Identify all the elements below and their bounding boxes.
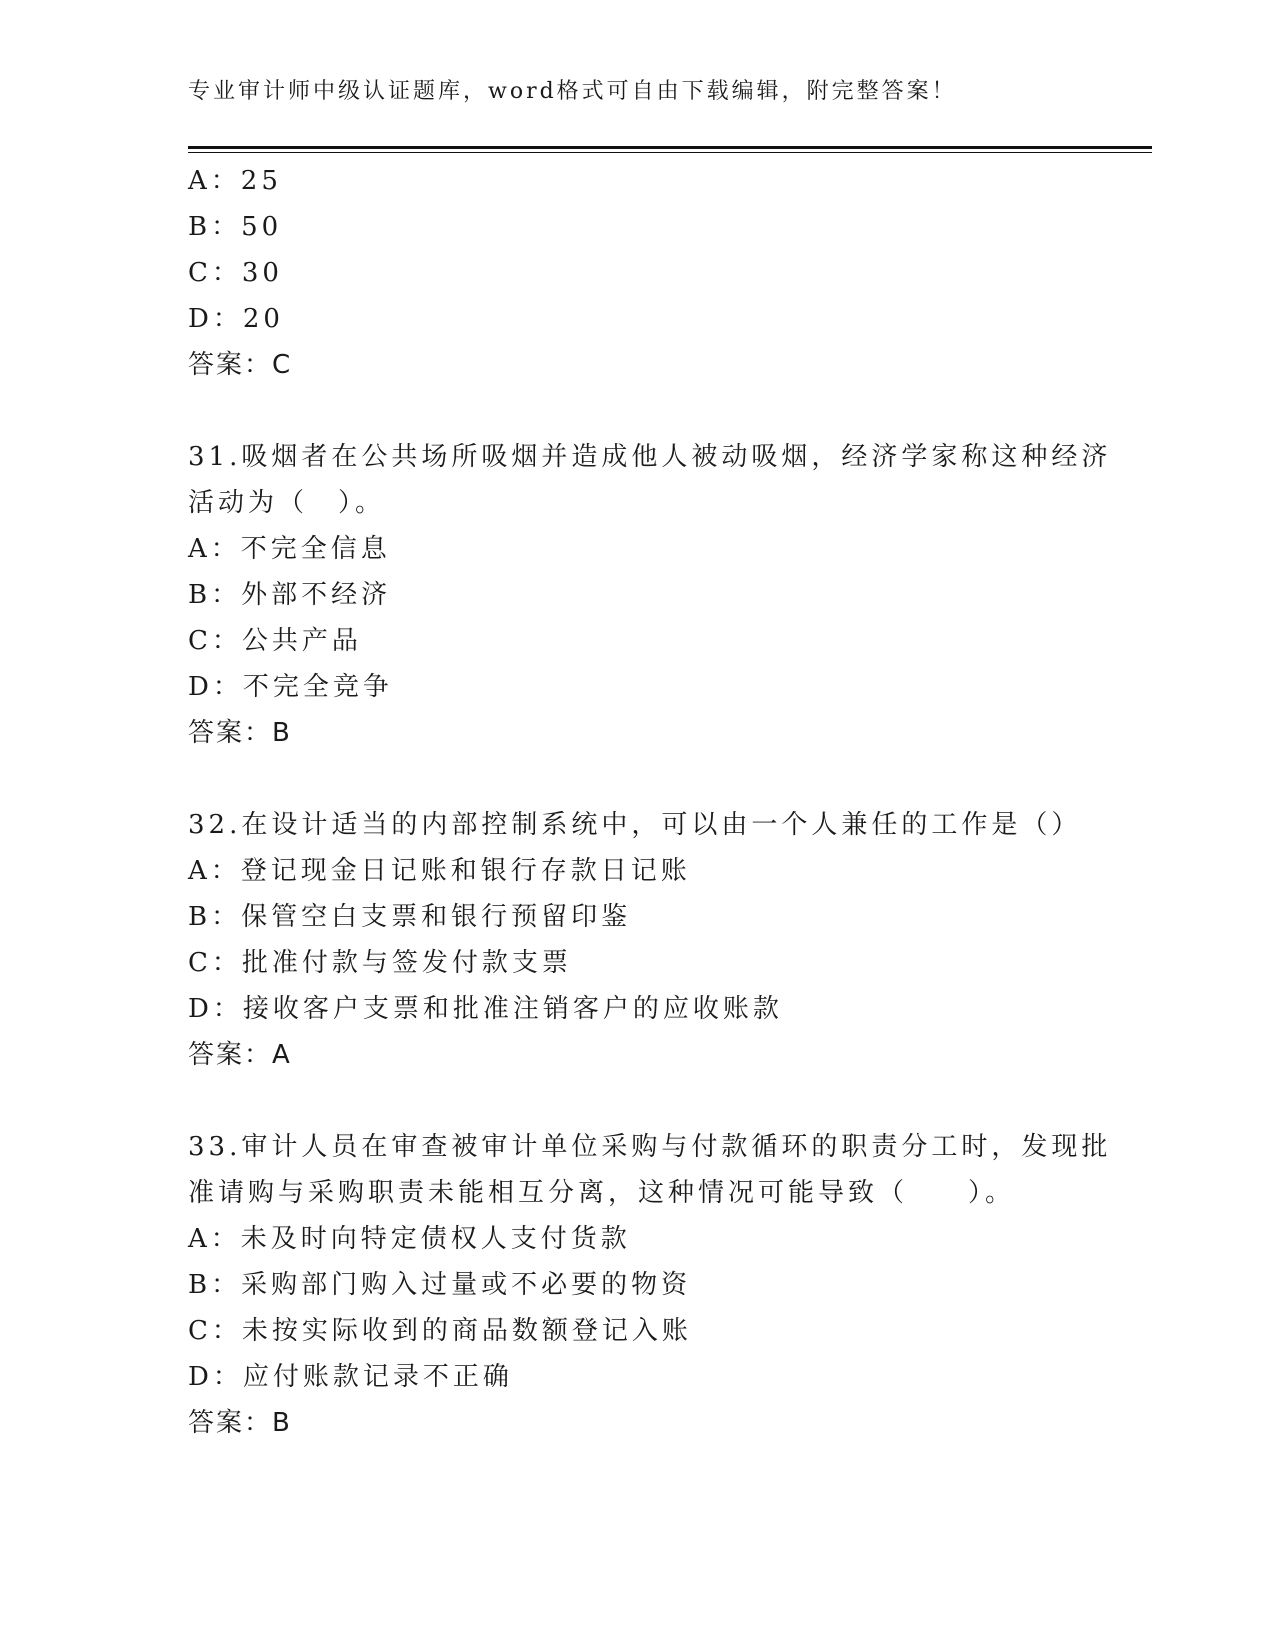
question-text: 31.吸烟者在公共场所吸烟并造成他人被动吸烟，经济学家称这种经济: [188, 442, 1112, 472]
question-30-tail: [188, 158, 1088, 388]
answer: 答案：C: [188, 350, 293, 380]
option-c: C：未按实际收到的商品数额登记入账: [188, 1316, 692, 1346]
question-31: [188, 434, 1112, 756]
option-d: D：20: [188, 304, 284, 334]
question-33: [188, 1124, 1112, 1446]
option-a: A：不完全信息: [188, 534, 391, 564]
answer: 答案：B: [188, 1408, 292, 1438]
option-d: D：应付账款记录不正确: [188, 1362, 513, 1392]
content: [188, 158, 1112, 1446]
option-a: A：未及时向特定债权人支付货款: [188, 1224, 631, 1254]
answer: 答案：A: [188, 1040, 292, 1070]
page-header: 专业审计师中级认证题库，word格式可自由下载编辑，附完整答案！: [188, 79, 957, 104]
option-b: B：外部不经济: [188, 580, 392, 610]
question-32: [188, 802, 1088, 1078]
option-a: A：25: [188, 166, 282, 196]
option-a: A：登记现金日记账和银行存款日记账: [188, 856, 691, 886]
header-rule-thin: [188, 152, 1152, 153]
option-d: D：接收客户支票和批准注销客户的应收账款: [188, 994, 783, 1024]
question-text: 活动为（ ）。: [188, 488, 386, 518]
question-text: 32.在设计适当的内部控制系统中，可以由一个人兼任的工作是（）: [188, 810, 1082, 840]
option-b: B：50: [188, 212, 283, 242]
option-c: C：公共产品: [188, 626, 362, 656]
option-c: C：批准付款与签发付款支票: [188, 948, 572, 978]
option-d: D：不完全竞争: [188, 672, 393, 702]
option-c: C：30: [188, 258, 283, 288]
question-text: 准请购与采购职责未能相互分离，这种情况可能导致（ ）。: [188, 1178, 1016, 1208]
answer: 答案：B: [188, 718, 292, 748]
option-b: B：保管空白支票和银行预留印鉴: [188, 902, 632, 932]
question-text: 33.审计人员在审查被审计单位采购与付款循环的职责分工时，发现批: [188, 1132, 1112, 1162]
option-b: B：采购部门购入过量或不必要的物资: [188, 1270, 692, 1300]
header-rule-thick: [188, 146, 1152, 149]
